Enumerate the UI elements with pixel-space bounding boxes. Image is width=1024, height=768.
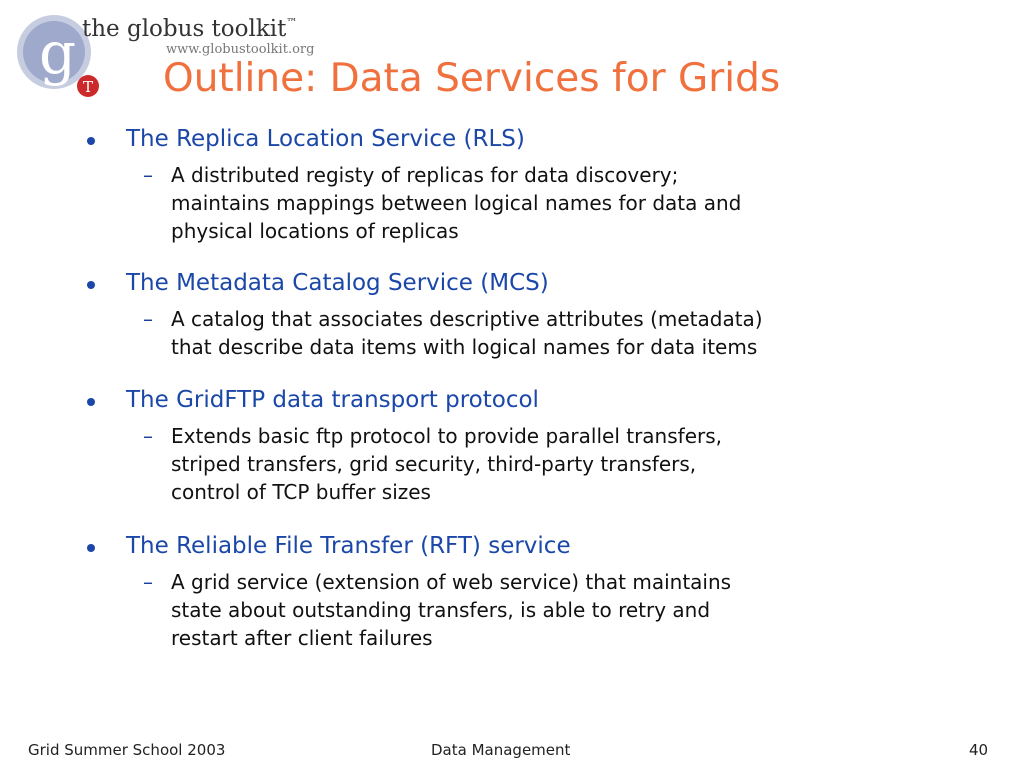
bullet-heading: The Replica Location Service (RLS) [126, 126, 525, 152]
sub-bullet-line: that describe data items with logical names for data items [171, 335, 758, 359]
bullet-heading: The Metadata Catalog Service (MCS) [126, 270, 549, 296]
footer-event: Grid Summer School 2003 [28, 741, 226, 759]
logo-badge-letter: T [83, 78, 94, 96]
logo-letter: g [39, 19, 77, 87]
sub-bullet-line: control of TCP buffer sizes [171, 480, 431, 504]
sub-bullet-line: Extends basic ftp protocol to provide parallel transfers, [171, 424, 722, 448]
sub-bullet-line: maintains mappings between logical names for data and [171, 191, 742, 215]
sub-bullet-text [171, 305, 763, 361]
bullet-dot-icon [86, 137, 96, 147]
trademark-symbol: ™ [286, 16, 298, 29]
logo-url: www.globustoolkit.org [166, 42, 315, 57]
slide-title: Outline: Data Services for Grids [163, 56, 781, 101]
sub-bullet-line: A distributed registy of replicas for data discovery; [171, 163, 679, 187]
sub-bullet-line: striped transfers, grid security, third-party transfers, [171, 452, 697, 476]
sub-bullet-dash: – [143, 307, 153, 331]
footer-topic: Data Management [431, 741, 571, 759]
sub-bullet-dash: – [143, 570, 153, 594]
sub-bullet-dash: – [143, 424, 153, 448]
sub-bullet-line: physical locations of replicas [171, 219, 459, 243]
sub-bullet-dash: – [143, 163, 153, 187]
bullet-heading: The Reliable File Transfer (RFT) service [126, 533, 571, 559]
sub-bullet-line: A grid service (extension of web service) that maintains [171, 570, 732, 594]
sub-bullet-line: state about outstanding transfers, is able to retry and [171, 598, 711, 622]
sub-bullet-line: A catalog that associates descriptive attributes (metadata) [171, 307, 763, 331]
sub-bullet-text [171, 422, 722, 506]
bullet-heading: The GridFTP data transport protocol [126, 387, 539, 413]
slide-number: 40 [969, 741, 989, 759]
logo-title: the globus toolkit™ [82, 16, 298, 42]
bullet-dot-icon [86, 281, 96, 291]
sub-bullet-text [171, 161, 741, 245]
sub-bullet-line: restart after client failures [171, 626, 433, 650]
sub-bullet-text [171, 568, 731, 652]
bullet-dot-icon [86, 398, 96, 408]
bullet-dot-icon [86, 544, 96, 554]
